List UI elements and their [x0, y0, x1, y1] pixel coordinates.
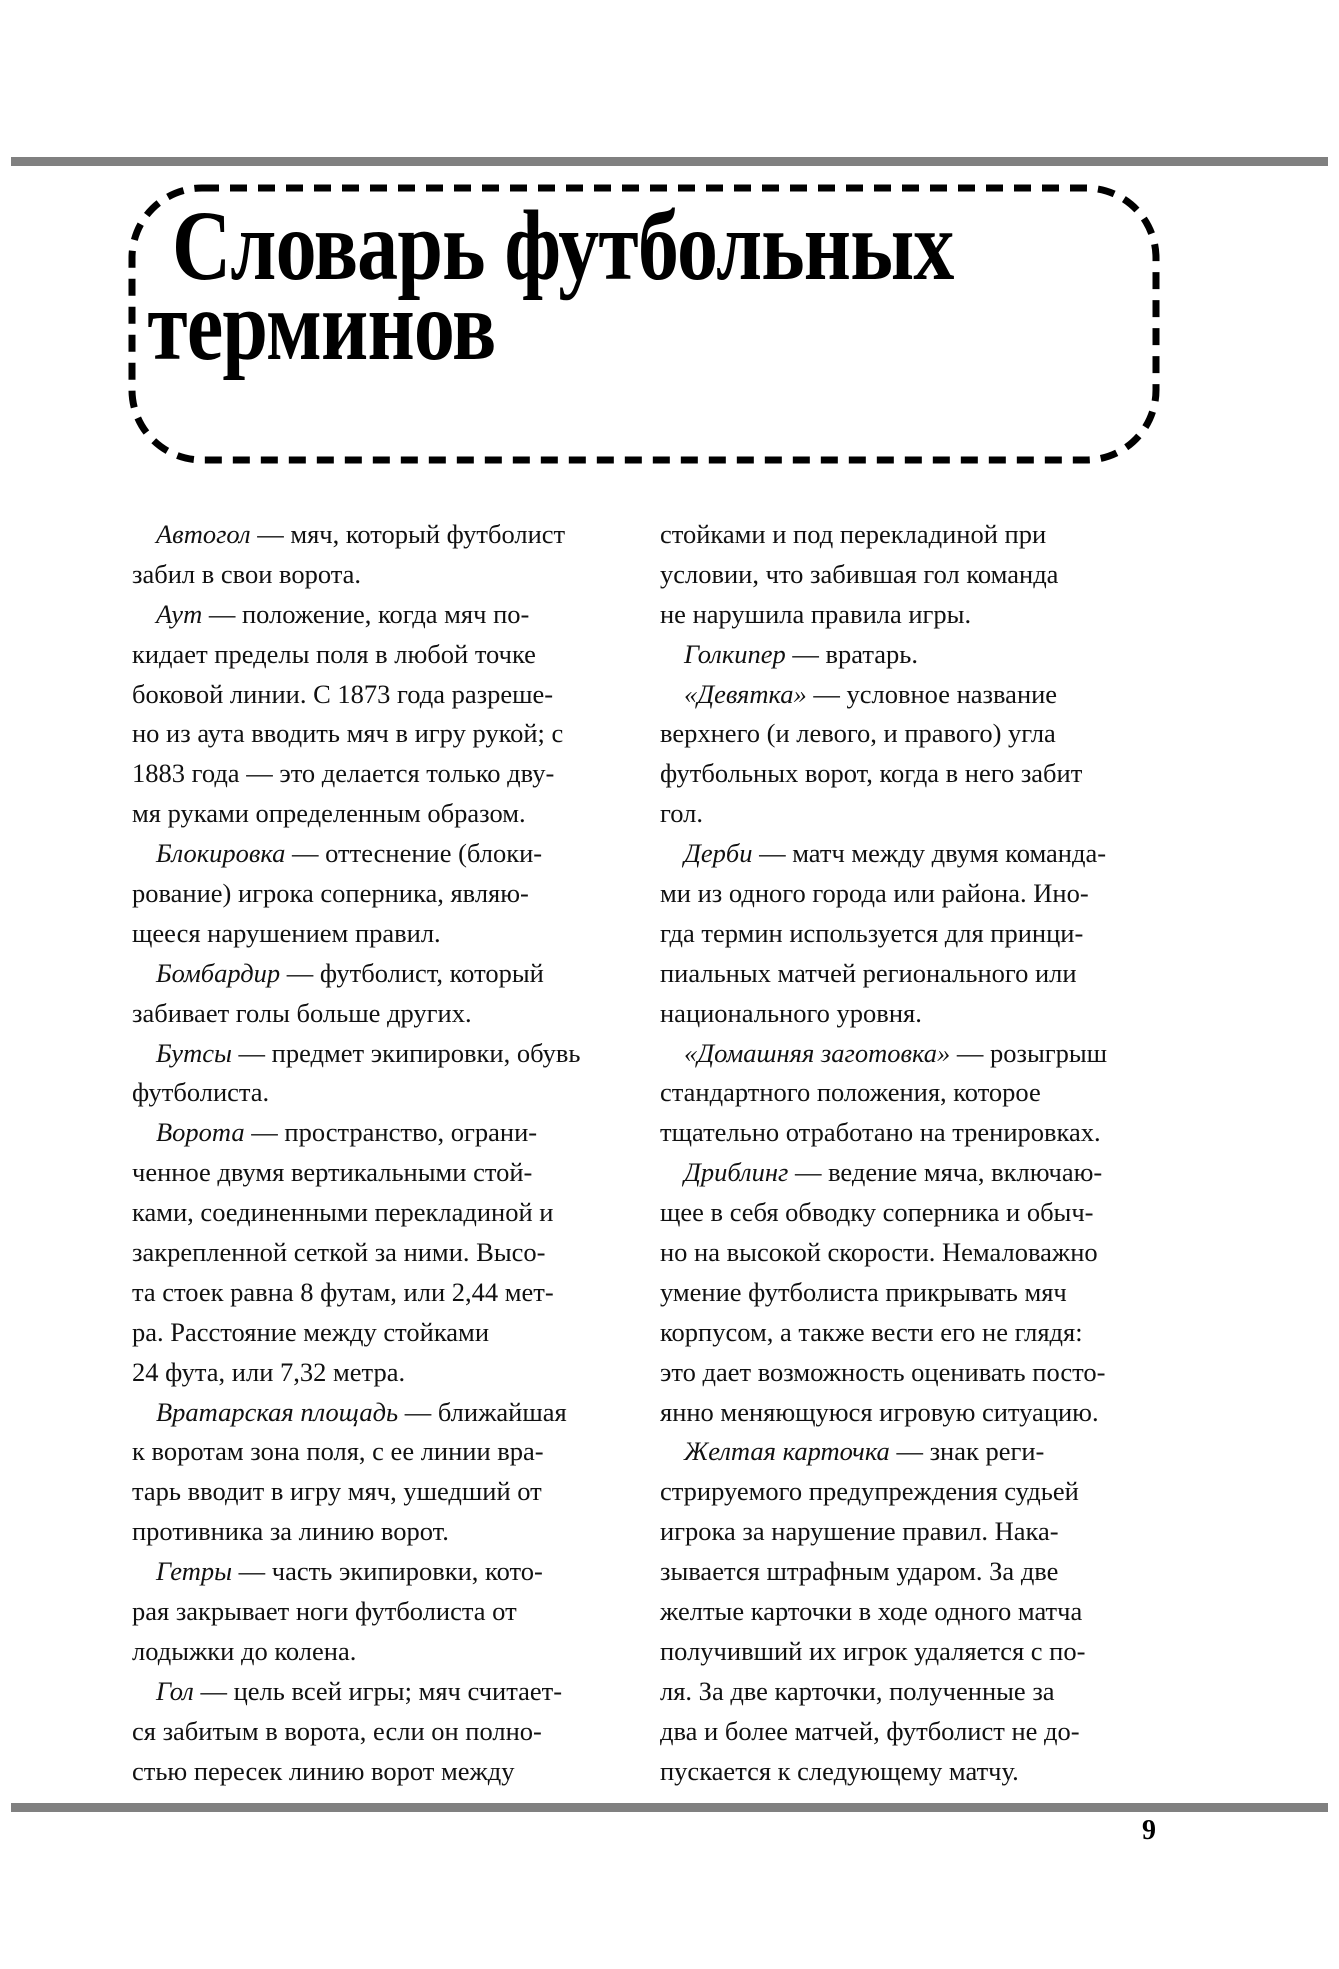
glossary-line [132, 1233, 622, 1273]
glossary-text: — часть экипировки, кото- [232, 1556, 543, 1587]
glossary-text: кидает пределы поля в любой точке [132, 638, 536, 669]
top-rule [11, 157, 1328, 166]
glossary-text: ра. Расстояние между стойками [132, 1316, 490, 1347]
glossary-text: — положение, когда мяч по- [202, 598, 530, 629]
glossary-line [660, 515, 1150, 555]
glossary-text: желтые карточки в ходе одного матча [660, 1596, 1083, 1627]
glossary-line [132, 675, 622, 715]
glossary-line [132, 1712, 622, 1752]
glossary-line [132, 555, 622, 595]
glossary-line [660, 754, 1150, 794]
glossary-term: Гол [156, 1675, 194, 1706]
glossary-line [132, 1752, 622, 1792]
page-title-line2: терминов [147, 270, 496, 381]
page-number: 9 [1142, 1815, 1156, 1846]
glossary-line [132, 754, 622, 794]
glossary-term: Автогол [156, 519, 251, 549]
glossary-text: ченное двумя вертикальными стой- [132, 1157, 533, 1188]
glossary-entry-start [660, 1153, 1150, 1193]
glossary-text: — розыгрыш [950, 1037, 1108, 1068]
glossary-text: — условное название [806, 678, 1058, 709]
glossary-text: янно меняющуюся игровую ситуацию. [660, 1396, 1099, 1427]
glossary-term: Гетры [156, 1556, 233, 1587]
glossary-line [132, 1313, 622, 1353]
glossary-line [132, 1632, 622, 1672]
glossary-line [660, 1353, 1150, 1393]
glossary-text: забивает голы больше других. [132, 997, 472, 1028]
glossary-entry-start [132, 595, 622, 635]
glossary-line [132, 1193, 622, 1233]
glossary-term: Блокировка [156, 838, 286, 869]
glossary-text: стандартного положения, которое [660, 1077, 1041, 1108]
glossary-text: рование) игрока соперника, являю- [132, 878, 529, 909]
glossary-text: закрепленной сеткой за ними. Высо- [132, 1237, 546, 1268]
glossary-line [660, 714, 1150, 754]
glossary-text: зывается штрафным ударом. За две [660, 1556, 1059, 1587]
glossary-text: не нарушила правила игры. [660, 598, 972, 629]
glossary-entry-start [660, 1432, 1150, 1472]
glossary-text: пускается к следующему матчу. [660, 1755, 1019, 1786]
glossary-line [132, 1153, 622, 1193]
glossary-text: лодыжки до колена. [132, 1635, 357, 1666]
glossary-line [660, 1193, 1150, 1233]
glossary-text: верхнего (и левого, и правого) угла [660, 718, 1056, 749]
glossary-term: «Домашняя заготовка» [684, 1037, 951, 1068]
glossary-line [660, 1672, 1150, 1712]
glossary-entry-start [132, 834, 622, 874]
glossary-text: та стоек равна 8 футам, или 2,44 мет- [132, 1276, 554, 1307]
glossary-text: — вратарь. [785, 638, 918, 669]
glossary-text: но на высокой скорости. Немаловажно [660, 1237, 1098, 1268]
glossary-text: 24 фута, или 7,32 метра. [132, 1356, 406, 1387]
glossary-text: щее в себя обводку соперника и обыч- [660, 1197, 1094, 1228]
glossary-text: национального уровня. [660, 997, 922, 1028]
glossary-text: — предмет экипировки, обувь [231, 1037, 581, 1068]
glossary-term: Аут [156, 598, 203, 629]
glossary-line [660, 794, 1150, 834]
glossary-entry-start [132, 1113, 622, 1153]
glossary-entry-start [660, 635, 1150, 675]
glossary-term: Ворота [156, 1117, 245, 1148]
glossary-text: — пространство, ограни- [244, 1117, 538, 1148]
glossary-line [660, 1712, 1150, 1752]
glossary-line [132, 794, 622, 834]
glossary-line [132, 1472, 622, 1512]
glossary-term: «Девятка» [684, 678, 807, 709]
glossary-term: Вратарская площадь [156, 1396, 399, 1427]
glossary-entry-start [132, 515, 622, 555]
glossary-line [132, 1512, 622, 1552]
glossary-line [660, 1073, 1150, 1113]
glossary-line [660, 595, 1150, 635]
glossary-line [660, 1273, 1150, 1313]
glossary-line [132, 714, 622, 754]
glossary-line [660, 1512, 1150, 1552]
glossary-text: получивший их игрок удаляется с по- [660, 1635, 1086, 1666]
glossary-text: гда термин используется для принци- [660, 917, 1084, 948]
glossary-text: условии, что забившая гол команда [660, 558, 1059, 589]
glossary-line [660, 874, 1150, 914]
glossary-entry-start [660, 675, 1150, 715]
glossary-entry-start [660, 1034, 1150, 1074]
glossary-line [660, 1313, 1150, 1353]
glossary-text: противника за линию ворот. [132, 1516, 449, 1547]
glossary-line [660, 1233, 1150, 1273]
glossary-line [660, 555, 1150, 595]
glossary-text: 1883 года — это делается только дву- [132, 758, 555, 789]
glossary-line [660, 994, 1150, 1034]
glossary-text: корпусом, а также вести его не глядя: [660, 1316, 1083, 1347]
glossary-entry-start [660, 834, 1150, 874]
glossary-text: пиальных матчей регионального или [660, 957, 1077, 988]
glossary-text: — футболист, который [280, 957, 544, 988]
glossary-text: футбольных ворот, когда в него забит [660, 758, 1083, 789]
glossary-text: рая закрывает ноги футболиста от [132, 1596, 517, 1627]
glossary-text: — цель всей игры; мяч считает- [193, 1675, 563, 1706]
glossary-term: Дриблинг [684, 1157, 789, 1188]
glossary-text: тщательно отработано на тренировках. [660, 1117, 1101, 1148]
glossary-text: — оттеснение (блоки- [285, 838, 543, 869]
glossary-term: Желтая карточка [684, 1436, 890, 1467]
glossary-entry-start [132, 954, 622, 994]
glossary-term: Бомбардир [156, 957, 281, 988]
glossary-term: Дерби [684, 838, 753, 869]
glossary-entry-start [132, 1393, 622, 1433]
glossary-text: боковой линии. С 1873 года разреше- [132, 678, 554, 709]
page-title [147, 190, 954, 381]
bottom-rule [11, 1803, 1328, 1812]
glossary-line [132, 914, 622, 954]
glossary-text: — ближайшая [398, 1396, 567, 1427]
left-column [132, 515, 622, 1792]
glossary-text: ми из одного города или района. Ино- [660, 878, 1089, 909]
glossary-line [660, 954, 1150, 994]
glossary-line [132, 994, 622, 1034]
glossary-line [660, 1472, 1150, 1512]
glossary-text: ля. За две карточки, полученные за [660, 1675, 1055, 1706]
glossary-line [660, 1752, 1150, 1792]
glossary-text: забил в свои ворота. [132, 558, 362, 589]
glossary-entry-start [132, 1672, 622, 1712]
glossary-line [132, 1432, 622, 1472]
glossary-line [132, 1273, 622, 1313]
glossary-text: это дает возможность оценивать посто- [660, 1356, 1106, 1387]
glossary-text: — матч между двумя команда- [752, 838, 1107, 869]
glossary-text: — ведение мяча, включаю- [788, 1157, 1103, 1188]
glossary-text: тарь вводит в игру мяч, ушедший от [132, 1476, 542, 1507]
glossary-line [132, 1592, 622, 1632]
glossary-text: игрока за нарушение правил. Нака- [660, 1516, 1059, 1547]
glossary-line [132, 1353, 622, 1393]
glossary-line [660, 1552, 1150, 1592]
glossary-text: стью пересек линию ворот между [132, 1755, 515, 1786]
glossary-text: ся забитым в ворота, если он полно- [132, 1715, 542, 1746]
right-column [660, 515, 1150, 1792]
title-box [128, 184, 1160, 464]
glossary-text: умение футболиста прикрывать мяч [660, 1276, 1067, 1307]
glossary-line [660, 1632, 1150, 1672]
glossary-text: — мяч, который футболист [250, 519, 566, 549]
glossary-text: гол. [660, 798, 703, 829]
glossary-text: стрируемого предупреждения судьей [660, 1476, 1079, 1507]
glossary-line [132, 635, 622, 675]
glossary-text: к воротам зона поля, с ее линии вра- [132, 1436, 544, 1467]
glossary-text: мя руками определенным образом. [132, 798, 526, 829]
glossary-text: ками, соединенными перекладиной и [132, 1197, 554, 1228]
glossary-term: Бутсы [156, 1037, 232, 1068]
glossary-line [132, 874, 622, 914]
glossary-text: стойками и под перекладиной при [660, 519, 1047, 549]
glossary-text: два и более матчей, футболист не до- [660, 1715, 1080, 1746]
glossary-line [132, 1073, 622, 1113]
glossary-line [660, 1113, 1150, 1153]
glossary-entry-start [132, 1552, 622, 1592]
glossary-text: но из аута вводить мяч в игру рукой; с [132, 718, 564, 749]
glossary-line [660, 914, 1150, 954]
glossary-entry-start [132, 1034, 622, 1074]
glossary-line [660, 1393, 1150, 1433]
glossary-term: Голкипер [684, 638, 786, 669]
glossary-line [660, 1592, 1150, 1632]
glossary-text: футболиста. [132, 1077, 270, 1108]
page-title-line1: Словарь футбольных [172, 190, 954, 301]
glossary-text: — знак реги- [889, 1436, 1045, 1467]
glossary-text: щееся нарушением правил. [132, 917, 441, 948]
